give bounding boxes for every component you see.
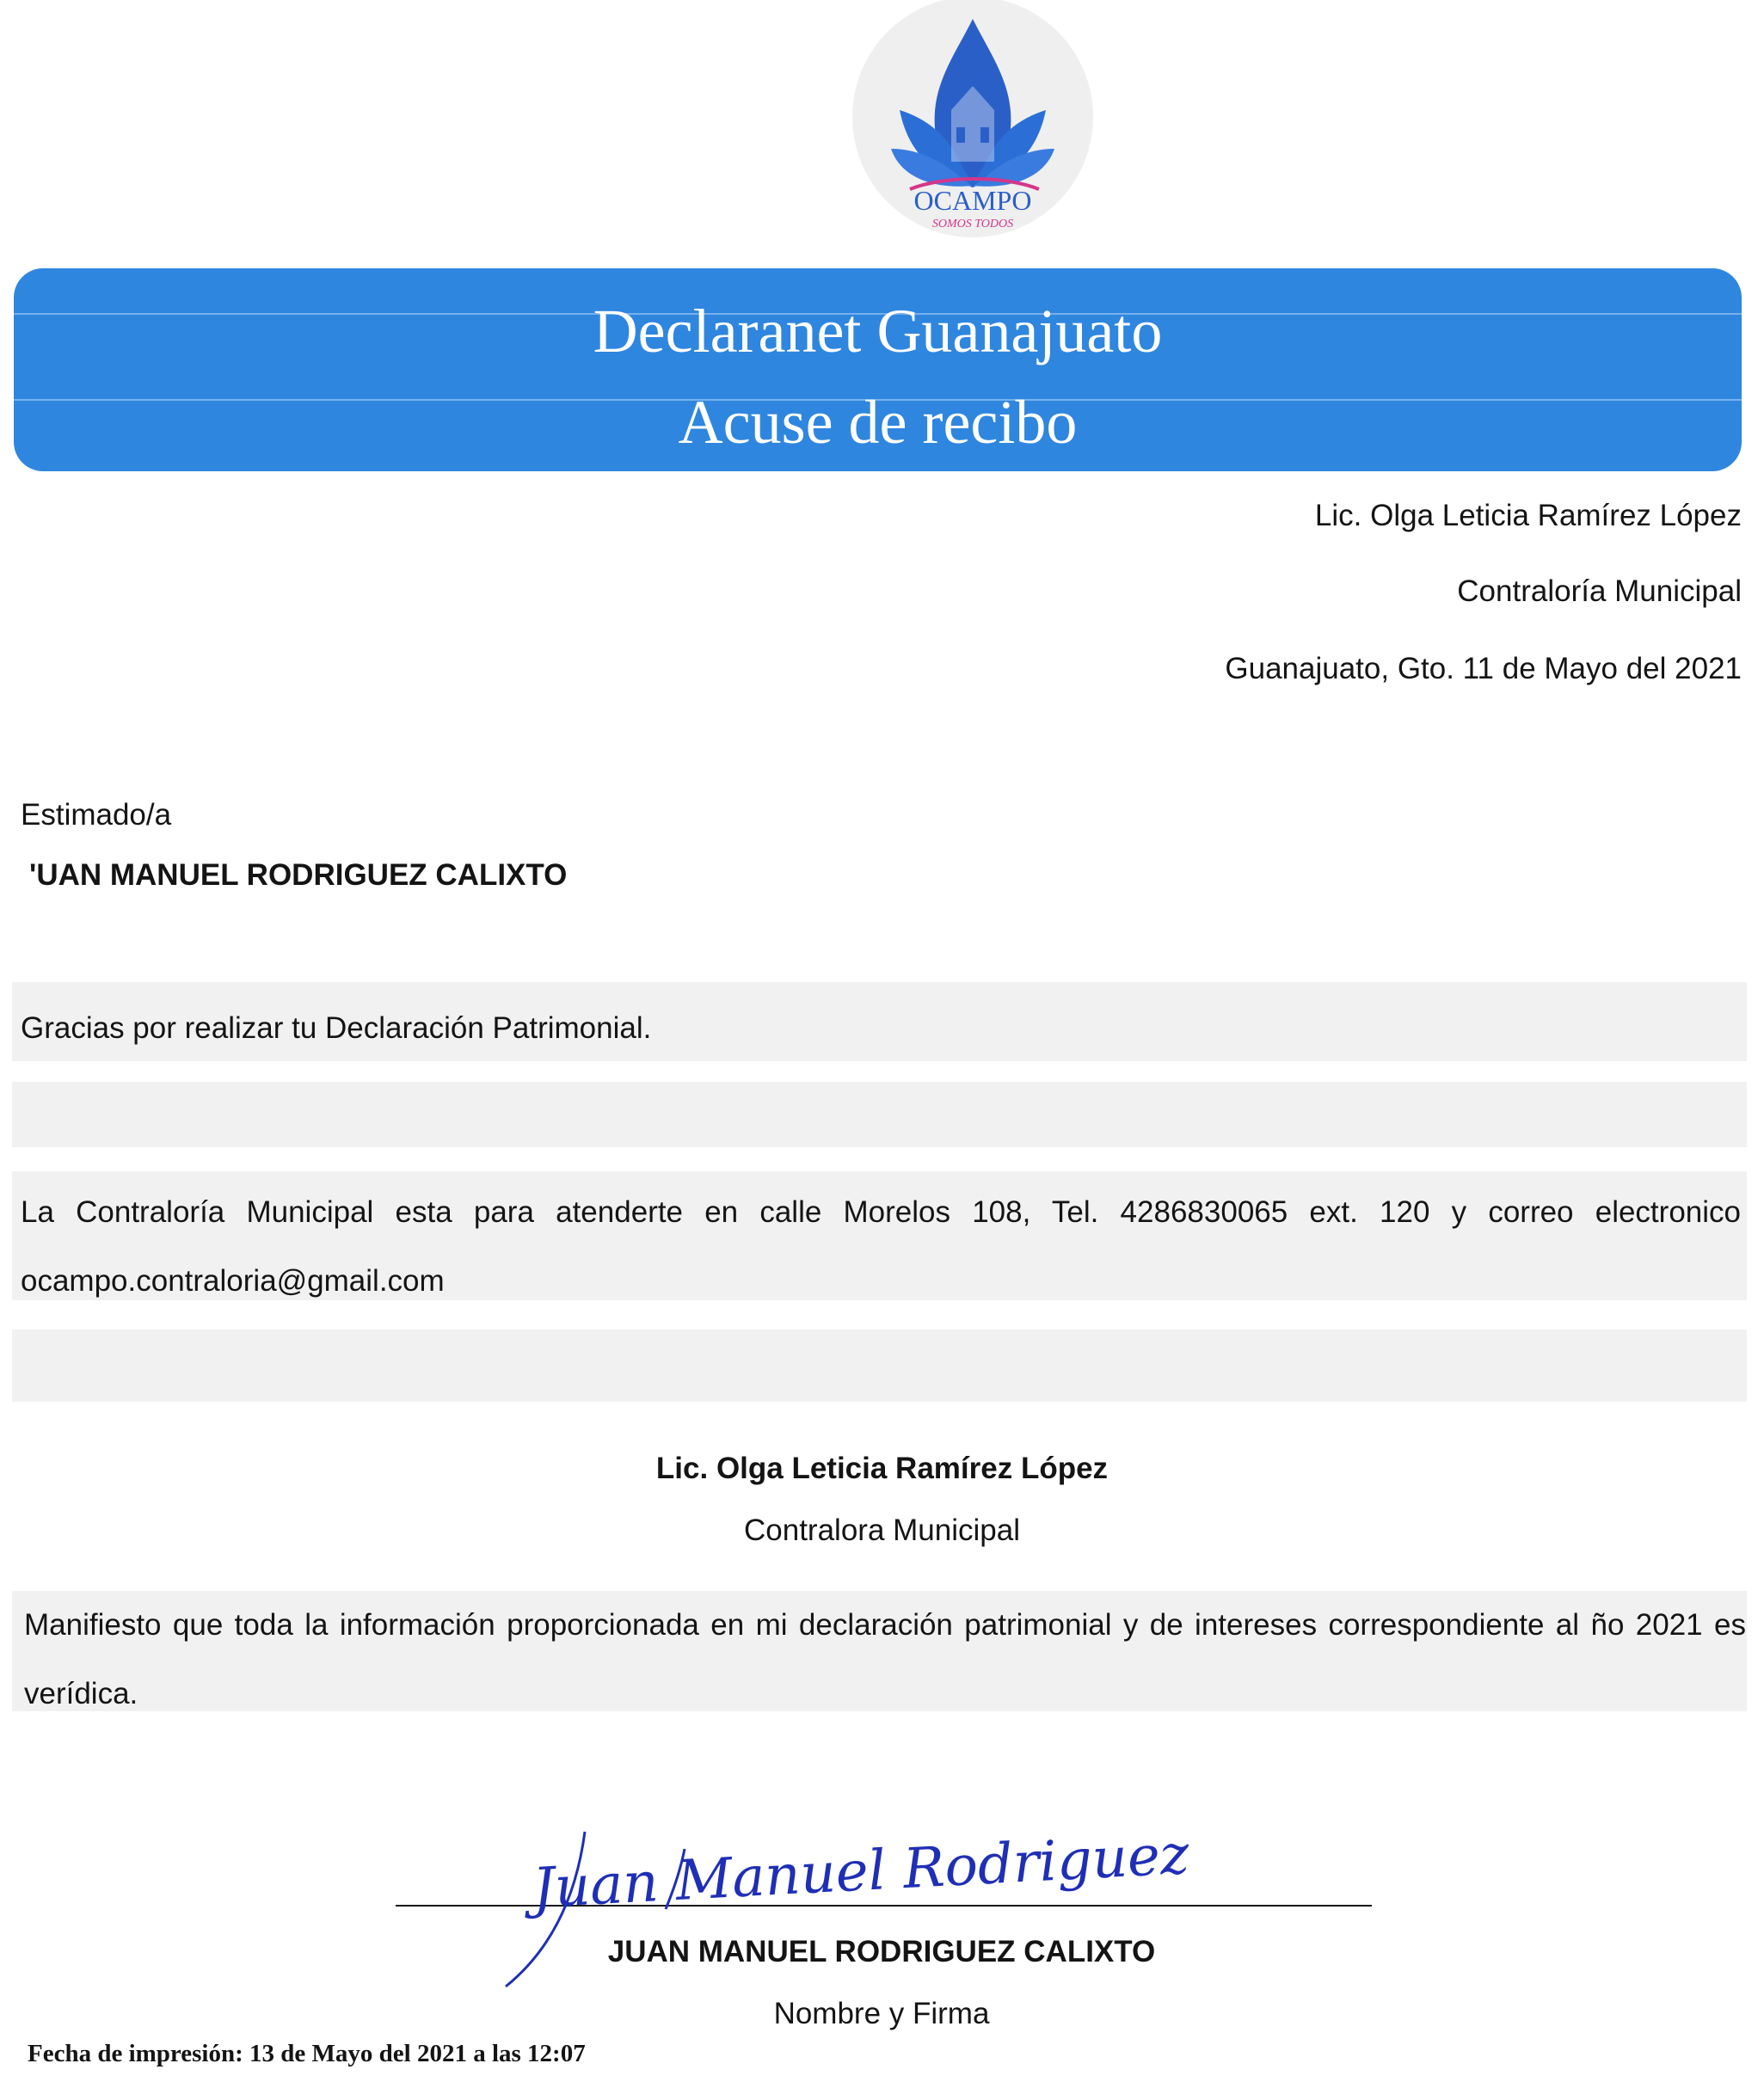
signatory-name: Lic. Olga Leticia Ramírez López — [655, 1452, 1109, 1485]
title-banner — [14, 268, 1742, 471]
contact-paragraph: La Contraloría Municipal esta para atenderte en calle Morelos 108, Tel. 4286830065 ext. 120 y correo electronico ocampo.contraloria@gmail.com — [21, 1195, 1741, 1298]
header-place-date: Guanajuato, Gto. 11 de Mayo del 2021 — [1225, 652, 1742, 685]
thanks-text: Gracias por realizar tu Declaración Patrimonial. — [21, 1011, 652, 1045]
header-office: Contraloría Municipal — [1457, 574, 1742, 608]
band-empty-2 — [12, 1329, 1747, 1402]
declarant-name: 'UAN MANUEL RODRIGUEZ CALIXTO — [29, 858, 568, 892]
signature-name: JUAN MANUEL RODRIGUEZ CALIXTO — [607, 1935, 1156, 1968]
logo-name: OCAMPO — [913, 185, 1032, 216]
signatory-title: Contralora Municipal — [744, 1514, 1020, 1547]
banner-subtitle: Acuse de recibo — [678, 388, 1078, 457]
salutation: Estimado/a — [21, 798, 172, 832]
ocampo-logo — [850, 7, 1096, 239]
logo-tagline: SOMOS TODOS — [931, 218, 1014, 230]
header-recipient: Lic. Olga Leticia Ramírez López — [1314, 499, 1742, 532]
banner-title: Declaranet Guanajuato — [593, 297, 1163, 365]
signature-caption: Nombre y Firma — [773, 1997, 990, 2030]
manifest-paragraph: Manifiesto que toda la información proporcionada en mi declaración patrimonial y de intereses correspondiente al ño 2021 es verídica. — [24, 1608, 1746, 1710]
band-empty-1 — [12, 1082, 1747, 1147]
print-date-footer: Fecha de impresión: 13 de Mayo del 2021 a las 12:07 — [28, 2040, 586, 2067]
signature-script: Juan Manuel Rodriguez — [531, 1822, 1191, 1921]
